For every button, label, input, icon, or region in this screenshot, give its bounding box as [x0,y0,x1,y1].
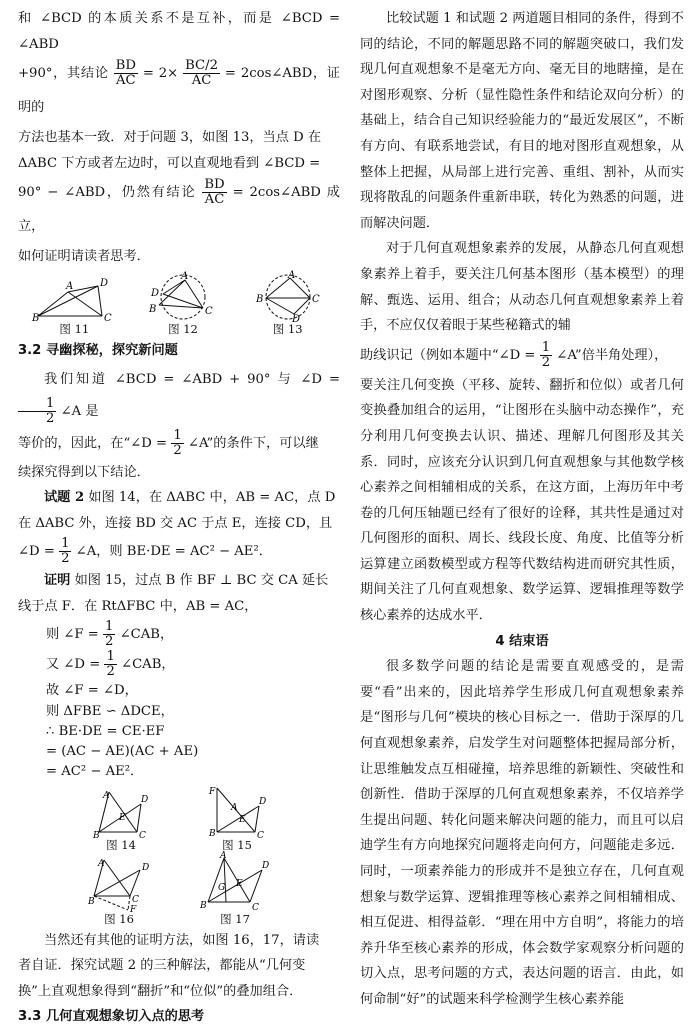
figure-14 [93,788,149,852]
svg-text:B: B [93,830,100,841]
left-column [18,6,340,1030]
paragraph: 当然还有其他的证明方法，如图 16，17，请读 [44,932,320,948]
numerator: 1 [541,339,551,355]
paragraph: 要关注几何变换（平移、旋转、翻折和位似）或者几何变换叠加组合的运用，“让图形在头脑中动态操作”，充分利用几何变换去认识、描述、理解几何图形及其关系．同时，应该充分认识到几何直观想象与其他数学核心素养之间相辅相成的关系，在这方面，上海历年中考卷的几何压轴题已经有了很好的诠释，其共性是通过对几何图形的面积、周长、线段长度、角度、比值等分析运算建立函数模型或方程等代数结构进而研究其性质，期间关注了几何直观想象、数学运算、逻辑推理等数学核心素养的达成水平． [360,377,684,624]
proof-step [46,620,340,650]
numerator: BC/2 [185,58,218,74]
text: 则 ∠F = [46,626,99,642]
svg-text:B: B [32,312,40,324]
paragraph [18,428,340,460]
numerator: 1 [61,536,70,552]
paragraph: 和 ∠BCD 的本质关系不是互补，而是 ∠BCD = ∠ABD [18,11,340,52]
denominator: 2 [173,442,182,458]
svg-text:B: B [209,828,216,839]
fraction-half [103,620,115,649]
text: 如图 14，在 ΔABC 中，AB = AC，点 D [84,490,336,506]
numerator: BD [204,177,225,193]
svg-text:G: G [218,882,226,893]
svg-text:C: C [204,305,213,317]
caption: 图 17 [220,911,250,926]
numerator: 1 [18,397,56,412]
caption: 图 12 [168,321,198,336]
fraction-half [18,397,56,426]
figure-16-diagram [88,856,150,915]
proof-step: 则 ΔFBE ∽ ΔDCE， [46,703,174,719]
proof-step: = (AC − AE)(AC + AE) [46,743,199,759]
paragraph [18,536,340,568]
paragraph: 方法也基本一致．对于问题 3，如图 13，当点 D 在 [18,130,322,146]
numerator: 1 [173,427,182,443]
svg-text:C: C [257,830,264,841]
svg-text:F: F [130,904,137,915]
text: ∠D = [18,544,55,560]
fraction-half [540,341,552,370]
paragraph [18,57,340,125]
paragraph: 比较试题 1 和试题 2 两道题目相同的条件，得到不同的结论，不同的解题思路不同的解题突破口，我们发现几何直观想象不是毫无方向、毫无目的地瞎撞，是在对图形观察、分析（显性隐性条件和结论双向分析）的基础上，结合自己知识经验能力的“最近发展区”，不断有方向、有联系地尝试，有目的地对图形直观想象，从整体上把握，从局部上进行完善、重组、割补，从而实现将散乱的问题条件重新串联，转化为熟悉的问题，进而解决问题． [360,11,684,231]
problem-statement [18,485,340,511]
paragraph: 在 ΔABC 外，连接 BD 交 AC 于点 E，连接 CD，且 [18,515,333,531]
denominator: 2 [61,551,70,567]
svg-text:E: E [236,878,243,889]
figure-17-diagram [200,850,270,913]
svg-text:C: C [139,830,146,841]
svg-text:D: D [141,794,149,805]
figure-15-diagram [209,784,267,841]
paragraph: 换”上直观想象得到“翻折”和“位似”的叠加组合． [18,983,303,999]
text: 如图 15，过点 B 作 BF ⊥ BC 交 CA 延长 [70,573,329,589]
figure-11 [32,278,116,336]
denominator: AC [191,73,212,89]
svg-text:A: A [180,270,189,282]
figure-17 [200,850,270,926]
fraction [202,178,226,207]
text: 90° − ∠ABD，仍然有结论 [18,185,197,201]
fraction-half [59,537,71,566]
paragraph: 者自证．探究试题 2 的三种解法，都能从“几何变 [18,958,306,974]
text: ∠A，则 BE·DE = AC² − AE²． [75,544,272,560]
proof-step: ∴ BE·DE = CE·EF [46,723,165,739]
text: +90°，其结论 [18,66,109,82]
caption: 图 15 [222,837,252,852]
fraction [183,59,220,88]
paragraph [18,364,340,428]
svg-text:B: B [148,303,157,315]
paragraph: 如何证明请读者思考． [18,249,150,265]
figure-13-diagram [250,269,326,325]
numerator: BD [115,58,136,74]
text: ∠CAB， [119,626,174,642]
svg-text:A: A [220,850,227,861]
svg-text:A: A [231,802,238,813]
svg-text:B: B [88,896,95,907]
text: 又 ∠D = [46,656,101,672]
figure-15 [209,784,265,852]
proof-step: = AC² − AE²． [46,763,144,779]
fraction [114,59,138,88]
text: ∠CAB， [121,656,175,672]
denominator: 2 [46,410,55,426]
svg-text:C: C [252,902,259,913]
proof-start [18,568,340,594]
svg-text:C: C [104,312,112,324]
caption: 图 11 [59,321,90,336]
paragraph: 续探究得到以下结论． [18,464,150,480]
svg-text:D: D [150,287,160,299]
svg-text:F: F [209,786,216,797]
problem-label: 试题 2 [44,490,85,506]
svg-text:A: A [103,790,110,801]
paragraph [18,176,340,244]
proof-step [46,650,340,680]
figure-row-16-17 [18,850,340,926]
svg-text:D: D [259,796,267,807]
denominator: AC [204,192,225,208]
proof-label: 证明 [44,573,71,589]
svg-text:A: A [66,280,74,292]
caption: 图 16 [104,911,134,926]
figure-row-11-13 [18,269,340,336]
text: 等价的，因此，在“∠D = [18,435,168,451]
paragraph: ΔABC 下方或者左边时，可以直观地看到 ∠BCD = [18,155,321,171]
text: 我们知道 ∠BCD = ∠ABD + 90° 与 ∠D = [44,371,340,387]
text: = 2cos∠ABD，证明的 [18,66,340,116]
proof-step: 故 ∠F = ∠D， [46,682,138,698]
text: = 2× [142,66,179,82]
figure-11-diagram [32,278,116,322]
figure-12 [145,272,221,336]
svg-text:E: E [119,812,126,823]
paragraph [360,339,684,373]
svg-text:D: D [142,862,150,873]
svg-text:B: B [200,900,207,911]
denominator: AC [115,73,136,89]
figure-13 [250,269,326,336]
caption: 图 13 [272,321,303,336]
svg-text:D: D [262,860,270,871]
paragraph: 对于几何直观想象素养的发展，从静态几何直观想象素养上着手，要关注几何基本图形（基本模型）的理解、甄选、运用、组合；从动态几何直观想象素养上着手，不应仅仅着眼于某些秘籍式的辅 [360,241,684,334]
svg-text:C: C [311,293,320,305]
text: ∠A 是 [60,403,99,419]
svg-text:D: D [100,277,109,289]
caption: 图 14 [106,837,136,852]
svg-text:A: A [98,858,105,869]
svg-text:C: C [132,894,139,905]
denominator: 2 [106,663,115,679]
right-column [360,6,684,1013]
fraction-half [171,429,183,458]
denominator: 2 [105,633,114,649]
svg-text:B: B [255,293,263,305]
paragraph: 线于点 F．在 RtΔFBC 中，AB = AC， [18,598,258,614]
section-heading-4: 4 结束语 [495,633,549,649]
text: ∠A”的条件下，可以继 [187,435,319,451]
fraction-half [104,650,116,679]
figure-14-diagram [93,788,149,841]
figure-row-14-15 [18,784,340,852]
text: ∠A”倍半角处理）， [556,347,668,363]
paragraph: 很多数学问题的结论是需要直观感受的，是需要“看”出来的，因此培养学生形成几何直观想象素养是“图形与几何”模块的核心目标之一．借助于深厚的几何直观想象素养，启发学生对问题整体把握局部分析，让思维触发点互相碰撞，培养思维的新颖性、突破性和创新性．借助于深厚的几何直观想象素养，不仅培养学生提出问题、转化问题来解决问题的能力，而且可以启迪学生有方向地探究问题将走向何方，问题能走多远．同时，一项素养能力的形成并不是独立存在，几何直观想象与数学运算、逻辑推理等核心素养之间相辅相成、相互促进、相得益彰．“理在用中方自明”，将能力的培养升华至核心素养的形成，体会数学家观察分析问题的切入点，思考问题的方式，表达问题的语言．由此，如何命制“好”的试题来科学检测学生核心素养能 [360,659,684,1007]
figure-12-diagram [145,272,221,322]
section-heading-3-3: 3.3 几何直观想象切入点的思考 [18,1009,205,1025]
numerator: 1 [106,648,115,664]
text: = 2cos∠ABD 成立， [18,185,340,235]
numerator: 1 [105,618,114,634]
denominator: 2 [541,354,551,370]
svg-text:A: A [287,269,295,281]
svg-text:D: D [291,313,300,325]
text: 助线识记（例如本题中“∠D = [360,347,536,363]
svg-text:E: E [239,814,246,825]
figure-16 [88,856,150,926]
section-heading-3-2: 3.2 寻幽探秘，探究新问题 [18,342,178,358]
